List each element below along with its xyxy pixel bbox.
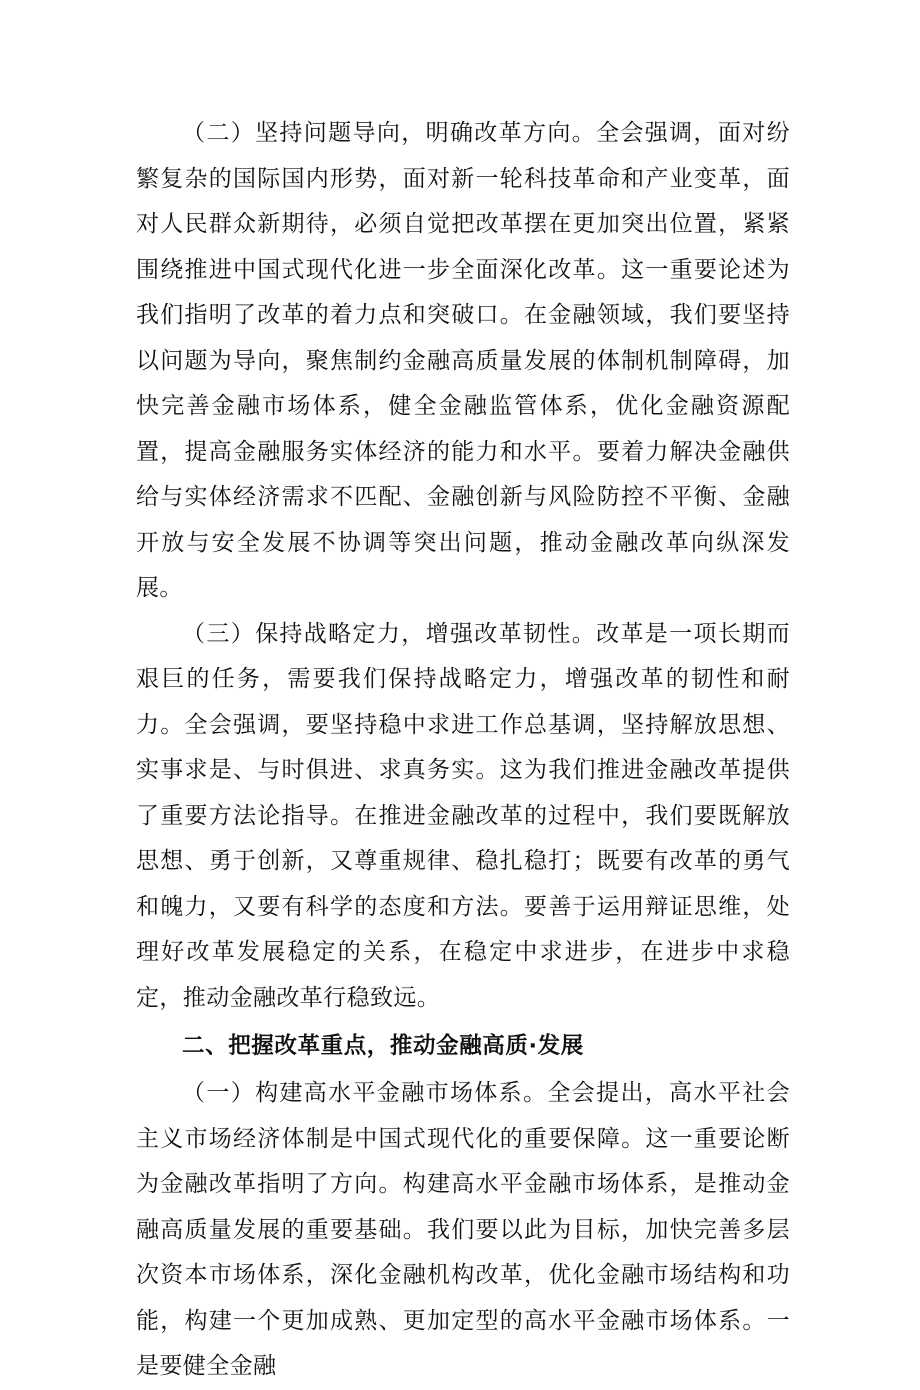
section-heading-reform-priorities: 二、把握改革重点，推动金融高质·发展 [182,1033,584,1059]
paragraph-adhere-problem-orientation: （二）坚持问题导向，明确改革方向。全会强调，面对纷繁复杂的国际国内形势，面对新一轮科技革命和产业变革，面对人民群众新期待，必须自觉把改革摆在更加突出位置，紧紧围绕推进中国式现代化进一步全面深化改革。这一重要论述为我们指明了改革的着力点和突破口。在金融领域，我们要坚持以问题为导向，聚焦制约金融高质量发展的体制机制障碍，加快完善金融市场体系，健全金融监管体系，优化金融资源配置，提高金融服务实体经济的能力和水平。要着力解决金融供给与实体经济需求不匹配、金融创新与风险防控不平衡、金融开放与安全发展不协调等突出问题，推动金融改革向纵深发展。 [136,120,790,601]
document-body [136,111,790,1390]
paragraph-strategic-focus: （三）保持战略定力，增强改革韧性。改革是一项长期而艰巨的任务，需要我们保持战略定力，增强改革的韧性和耐力。全会强调，要坚持稳中求进工作总基调，坚持解放思想、实事求是、与时俱进、求真务实。这为我们推进金融改革提供了重要方法论指导。在推进金融改革的过程中，我们要既解放思想、勇于创新，又尊重规律、稳扎稳打；既要有改革的勇气和魄力，又要有科学的态度和方法。要善于运用辩证思维，处理好改革发展稳定的关系，在稳定中求进步，在进步中求稳定，推动金融改革行稳致远。 [136,620,790,1011]
paragraph-financial-market-system: （一）构建高水平金融市场体系。全会提出，高水平社会主义市场经济体制是中国式现代化的重要保障。这一重要论断为金融改革指明了方向。构建高水平金融市场体系，是推动金融高质量发展的重要基础。我们要以此为目标，加快完善多层次资本市场体系，深化金融机构改革，优化金融市场结构和功能，构建一个更加成熟、更加定型的高水平金融市场体系。一是要健全金融 [136,1080,790,1379]
